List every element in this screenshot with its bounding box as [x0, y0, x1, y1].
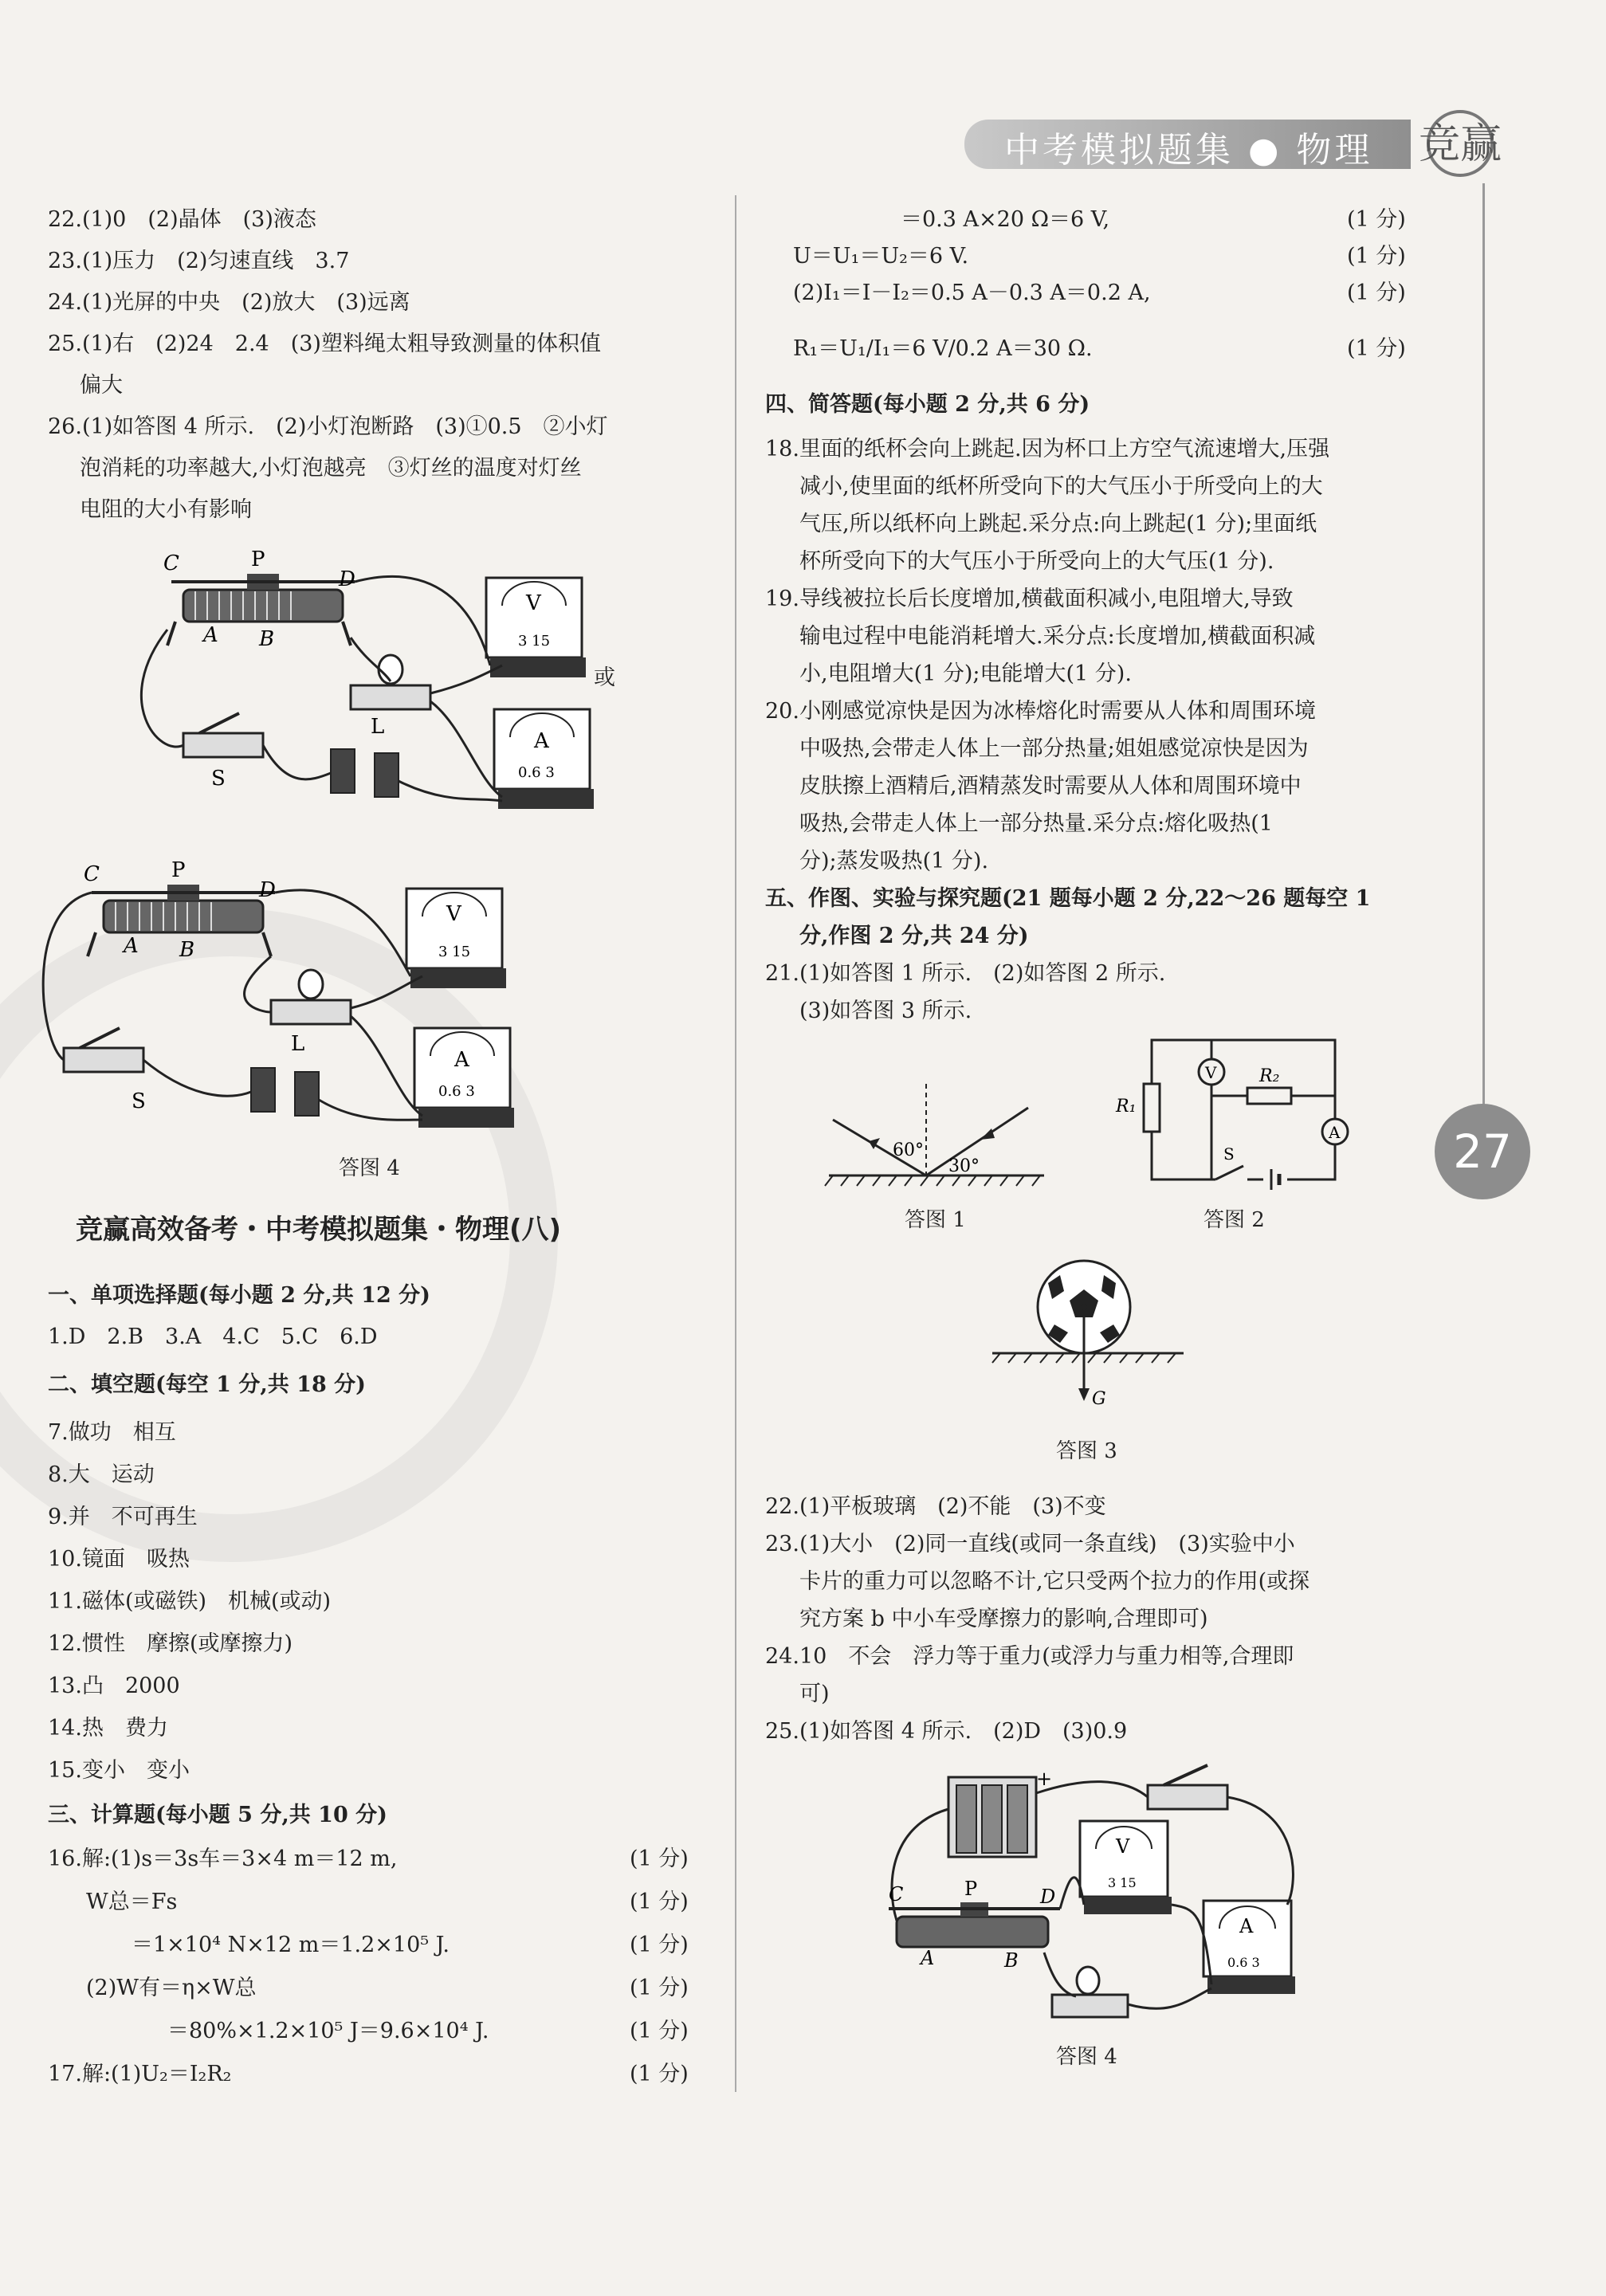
fig4-caption-left: 答图 4: [339, 1156, 400, 1180]
label-l: L: [371, 715, 385, 739]
label-b: B: [179, 938, 195, 962]
calc-line: U＝U₁＝U₂＝6 V.: [793, 244, 969, 269]
calc-line: 16.解:(1)s＝3s车＝3×4 m＝12 m,: [48, 1847, 398, 1871]
answer-line: 22.(1)平板玻璃 (2)不能 (3)不变: [765, 1494, 1106, 1519]
label-p: P: [251, 548, 265, 571]
left-line: 22.(1)0 (2)晶体 (3)液态: [48, 207, 316, 232]
answer-line: (3)如答图 3 所示.: [799, 999, 972, 1023]
calc-line: ＝0.3 A×20 Ω＝6 V,: [901, 207, 1110, 232]
answer-line: 气压,所以纸杯向上跳起.采分点:向上跳起(1 分);里面纸: [799, 512, 1317, 536]
column-divider: [735, 195, 736, 2092]
switch-label: S: [1223, 1144, 1235, 1164]
voltmeter-symbol: V: [1205, 1063, 1217, 1082]
label-a: A: [124, 934, 139, 958]
answer-line: 19.导线被拉长后长度增加,横截面积减小,电阻增大,导致: [765, 587, 1294, 611]
label-a: A: [203, 623, 218, 647]
answer-line: 20.小刚感觉凉快是因为冰棒熔化时需要从人体和周围环境: [765, 699, 1316, 724]
answer-line: 24.10 不会 浮力等于重力(或浮力与重力相等,合理即: [765, 1644, 1294, 1669]
label-a-scale: 0.6 3: [1227, 1955, 1260, 1970]
answer-line: 23.(1)大小 (2)同一直线(或同一条直线) (3)实验中小: [765, 1532, 1295, 1556]
label-ammeter: A: [534, 729, 549, 753]
calc-points: (1 分): [630, 2062, 689, 2086]
calc-points: (1 分): [630, 1976, 689, 2000]
part4-title: 四、简答题(每小题 2 分,共 6 分): [765, 392, 1090, 417]
label-voltmeter: V: [1116, 1835, 1130, 1858]
label-c: C: [889, 1883, 904, 1905]
calc-line: 17.解:(1)U₂＝I₂R₂: [48, 2062, 232, 2086]
fig4-or-label: 或: [594, 665, 615, 690]
r2-label: R₂: [1259, 1066, 1280, 1086]
label-s: S: [132, 1089, 146, 1113]
left-line: 26.(1)如答图 4 所示. (2)小灯泡断路 (3)①0.5 ②小灯: [48, 414, 608, 439]
fig1-caption: 答图 1: [905, 1208, 966, 1232]
gravity-label: G: [1092, 1389, 1106, 1409]
brand-logo: [1412, 104, 1548, 179]
calc-line: W总＝Fs: [86, 1890, 178, 1914]
answer-line: 小,电阻增大(1 分);电能增大(1 分).: [799, 661, 1132, 686]
calc-line: (2)W有＝η×W总: [86, 1976, 257, 2000]
plus-terminal: +: [1036, 1768, 1053, 1790]
part1-title: 一、单项选择题(每小题 2 分,共 12 分): [48, 1283, 430, 1308]
label-voltmeter: V: [446, 902, 461, 926]
answer-line: 减小,使里面的纸杯所受向下的大气压小于所受向上的大: [799, 474, 1323, 499]
left-line: 25.(1)右 (2)24 2.4 (3)塑料绳太粗导致测量的体积值: [48, 332, 601, 356]
calc-points: (1 分): [630, 1933, 689, 1957]
label-ammeter: A: [1239, 1915, 1254, 1937]
label-a-scale: 0.6 3: [438, 1083, 475, 1100]
label-ammeter: A: [454, 1048, 469, 1072]
label-a-scale: 0.6 3: [518, 764, 555, 781]
calc-points: (1 分): [1347, 336, 1406, 361]
left-line: 偏大: [80, 373, 123, 398]
label-p: P: [964, 1878, 978, 1900]
answer-line: 卡片的重力可以忽略不计,它只受两个拉力的作用(或探: [799, 1569, 1310, 1594]
calc-points: (1 分): [630, 1890, 689, 1914]
fig4-caption-right: 答图 4: [1056, 2045, 1117, 2069]
fill-answer: 14.热 费力: [48, 1716, 168, 1741]
fill-answer: 15.变小 变小: [48, 1758, 190, 1783]
answer-line: 中吸热,会带走人体上一部分热量;姐姐感觉凉快是因为: [799, 736, 1309, 761]
calc-line: (2)I₁＝I－I₂＝0.5 A－0.3 A＝0.2 A,: [793, 281, 1151, 305]
left-line: 24.(1)光屏的中央 (2)放大 (3)远离: [48, 290, 410, 315]
answer-line: 分);蒸发吸热(1 分).: [799, 849, 989, 873]
label-v-scale: 3 15: [438, 944, 471, 960]
label-a: A: [921, 1947, 935, 1969]
page-number: 27: [1435, 1104, 1530, 1199]
answer-line: 输电过程中电能消耗增大.采分点:长度增加,横截面积减: [799, 624, 1316, 649]
logo-text: 竞赢: [1418, 120, 1502, 168]
circuit-figure-bottom: [56, 845, 534, 1132]
circuit-figure-right: [885, 1761, 1315, 2040]
ammeter-symbol: A: [1329, 1123, 1341, 1142]
part2-title: 二、填空题(每空 1 分,共 18 分): [48, 1372, 366, 1397]
label-s: S: [211, 767, 226, 791]
answer-line: 25.(1)如答图 4 所示. (2)D (3)0.9: [765, 1719, 1128, 1744]
answer-line: 究方案 b 中小车受摩擦力的影响,合理即可): [799, 1607, 1208, 1631]
fill-answer: 11.磁体(或磁铁) 机械(或动): [48, 1589, 332, 1614]
answer-line: 可): [799, 1682, 830, 1706]
section-title: 竞赢高效备考・中考模拟题集・物理(八): [76, 1214, 562, 1246]
fig3-caption: 答图 3: [1056, 1439, 1117, 1463]
calc-line: R₁＝U₁/I₁＝6 V/0.2 A＝30 Ω.: [793, 336, 1093, 361]
label-c: C: [163, 551, 179, 575]
label-d: D: [1040, 1886, 1056, 1908]
answer-line: 21.(1)如答图 1 所示. (2)如答图 2 所示.: [765, 961, 1166, 986]
fill-answer: 7.做功 相互: [48, 1420, 176, 1445]
circuit-figure-top: [128, 542, 606, 813]
label-b: B: [1004, 1949, 1019, 1972]
answer-line: 18.里面的纸杯会向上跳起.因为杯口上方空气流速增大,压强: [765, 437, 1330, 461]
calc-points: (1 分): [1347, 207, 1406, 232]
fill-answer: 9.并 不可再生: [48, 1505, 198, 1529]
left-line: 电阻的大小有影响: [80, 497, 252, 522]
calc-line: ＝80%×1.2×10⁵ J＝9.6×10⁴ J.: [167, 2019, 489, 2043]
label-v-scale: 3 15: [1108, 1875, 1137, 1890]
label-d: D: [339, 567, 355, 591]
label-voltmeter: V: [526, 591, 541, 615]
part3-title: 三、计算题(每小题 5 分,共 10 分): [48, 1803, 387, 1827]
fig2-caption: 答图 2: [1204, 1208, 1265, 1232]
ball-gravity-diagram: [984, 1259, 1192, 1419]
label-b: B: [259, 627, 275, 651]
label-d: D: [259, 878, 276, 902]
answer-line: 皮肤擦上酒精后,酒精蒸发时需要从人体和周围环境中: [799, 774, 1302, 799]
label-p: P: [171, 858, 186, 882]
calc-points: (1 分): [630, 1847, 689, 1871]
left-line: 23.(1)压力 (2)匀速直线 3.7: [48, 249, 350, 273]
fill-answer: 13.凸 2000: [48, 1674, 180, 1698]
margin-rule: [1482, 183, 1485, 1140]
part5-title-cont: 分,作图 2 分,共 24 分): [799, 924, 1029, 948]
calc-line: ＝1×10⁴ N×12 m＝1.2×10⁵ J.: [132, 1933, 450, 1957]
r1-label: R₁: [1116, 1097, 1137, 1117]
label-l: L: [291, 1032, 305, 1056]
calc-points: (1 分): [1347, 244, 1406, 269]
label-v-scale: 3 15: [518, 633, 551, 650]
circuit-schematic: [1112, 1032, 1351, 1191]
label-c: C: [84, 862, 100, 886]
answer-line: 吸热,会带走人体上一部分热量.采分点:熔化吸热(1: [799, 811, 1273, 836]
header-title: 中考模拟题集 ● 物理: [1004, 130, 1373, 171]
angle-30-label: 30°: [948, 1156, 980, 1176]
part1-answers: 1.D 2.B 3.A 4.C 5.C 6.D: [48, 1325, 378, 1349]
part5-title: 五、作图、实验与探究题(21 题每小题 2 分,22～26 题每空 1: [765, 886, 1371, 911]
calc-points: (1 分): [630, 2019, 689, 2043]
reflection-diagram: [821, 1076, 1060, 1195]
left-line: 泡消耗的功率越大,小灯泡越亮 ③灯丝的温度对灯丝: [80, 456, 582, 481]
fill-answer: 12.惯性 摩擦(或摩擦力): [48, 1631, 293, 1656]
answer-line: 杯所受向下的大气压小于所受向上的大气压(1 分).: [799, 549, 1274, 574]
fill-answer: 8.大 运动: [48, 1462, 155, 1487]
calc-points: (1 分): [1347, 281, 1406, 305]
angle-60-label: 60°: [893, 1140, 924, 1160]
fill-answer: 10.镜面 吸热: [48, 1547, 190, 1572]
